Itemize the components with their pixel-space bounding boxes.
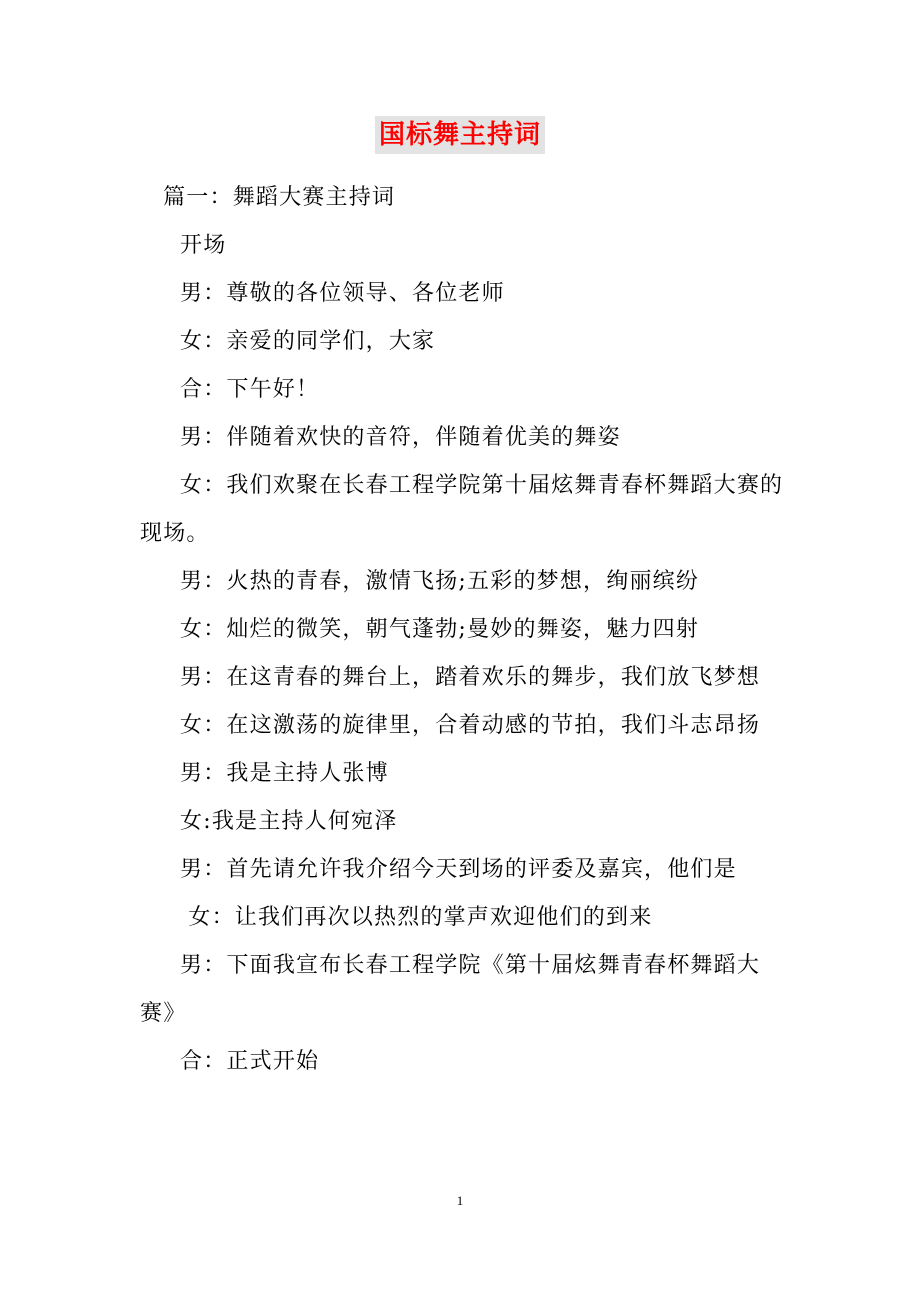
document-body (140, 174, 790, 1086)
paragraph: 女：我们欢聚在长春工程学院第十届炫舞青春杯舞蹈大赛的现场。 (140, 473, 784, 546)
section-heading: 篇一：舞蹈大赛主持词 (163, 185, 396, 210)
title-container (0, 116, 920, 154)
paragraph: 女：亲爱的同学们，大家 (180, 329, 436, 354)
paragraph: 男：我是主持人张博 (180, 761, 389, 786)
paragraph: 合：正式开始 (180, 1049, 320, 1074)
paragraph: 男：火热的青春，激情飞扬;五彩的梦想，绚丽缤纷 (180, 569, 700, 594)
paragraph: 女：在这激荡的旋律里，合着动感的节拍，我们斗志昂扬 (180, 713, 761, 738)
paragraph: 合：下午好！ (180, 377, 320, 402)
paragraph: 女:我是主持人何宛泽 (180, 809, 398, 834)
page-number: 1 (456, 1193, 464, 1208)
paragraph: 男：在这青春的舞台上，踏着欢乐的舞步，我们放飞梦想 (180, 665, 761, 690)
document-title: 国标舞主持词 (375, 116, 545, 154)
paragraph: 男：伴随着欢快的音符，伴随着优美的舞姿 (180, 425, 621, 450)
paragraph: 开场 (180, 233, 227, 258)
paragraph: 男：首先请允许我介绍今天到场的评委及嘉宾，他们是 (180, 857, 737, 882)
paragraph: 女：灿烂的微笑，朝气蓬勃;曼妙的舞姿，魅力四射 (180, 617, 700, 642)
paragraph: 女：让我们再次以热烈的掌声欢迎他们的到来 (188, 905, 653, 930)
paragraph: 男：下面我宣布长春工程学院《第十届炫舞青春杯舞蹈大赛》 (140, 953, 761, 1026)
paragraph: 男：尊敬的各位领导、各位老师 (180, 281, 505, 306)
